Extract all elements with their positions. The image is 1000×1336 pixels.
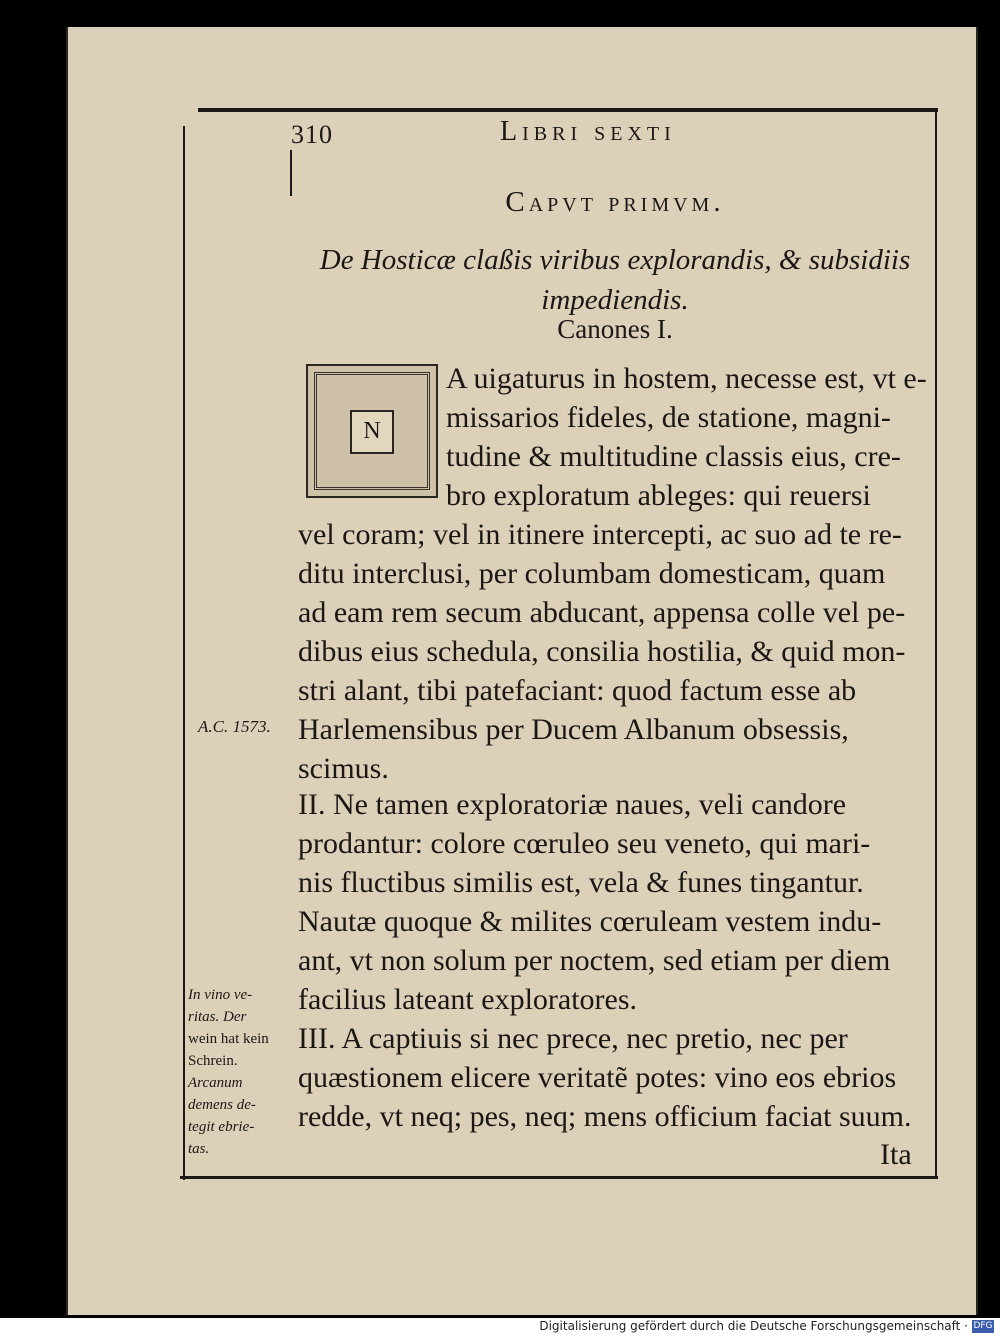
text-line: nis fluctibus similis est, vela & funes tingantur. [298, 866, 864, 899]
margin-line: demens de- [188, 1097, 256, 1113]
page-number: 310 [291, 120, 333, 149]
text-line: scimus. [298, 752, 389, 785]
margin-date: A.C. 1573. [198, 717, 271, 736]
bottom-rule [180, 1176, 938, 1179]
margin-line: Arcanum [188, 1075, 243, 1091]
left-inner-rule [290, 150, 292, 196]
catchword: Ita [880, 1138, 912, 1171]
text-line: bro exploratum ableges: qui reuersi [446, 479, 871, 512]
text-line: II. Ne tamen exploratoriæ naues, veli candore [298, 788, 847, 821]
dfg-logo: DFG [973, 1321, 993, 1331]
text-line: stri alant, tibi patefaciant: quod factum esse ab [298, 674, 857, 707]
footer-text: Digitalisierung gefördert durch die Deutsche Forschungsgemeinschaft · [539, 1319, 968, 1333]
margin-line: ritas. Der [188, 1009, 247, 1025]
text-line: ditu interclusi, per columbam domesticam, quam [298, 557, 886, 590]
text-line: Harlemensibus per Ducem Albanum obsessis, [298, 713, 849, 746]
text-line: dibus eius schedula, consilia hostilia, & quid mon- [298, 635, 906, 668]
top-rule [198, 108, 938, 112]
digitization-footer [0, 1318, 1000, 1336]
chapter-subtitle: De Hosticæ claßis viribus explorandis, & subsidiis impediendis. [319, 244, 911, 316]
text-line: redde, vt neq; pes, neq; mens officium faciat suum. [298, 1100, 912, 1133]
left-outer-rule [183, 126, 185, 1180]
text-line: quæstionem elicere veritatẽ potes: vino eos ebrios [298, 1061, 897, 1094]
margin-line: Schrein. [188, 1053, 238, 1069]
margin-line: tegit ebrie- [188, 1119, 255, 1135]
text-line: ad eam rem secum abducant, appensa colle vel pe- [298, 596, 906, 629]
text-line: prodantur: colore cœruleo seu veneto, qui mari- [298, 827, 871, 860]
text-line: ant, vt non solum per noctem, sed etiam per diem [298, 944, 891, 977]
text-line: facilius lateant exploratores. [298, 983, 638, 1016]
margin-line: tas. [188, 1141, 210, 1157]
canon-heading: Canones I. [557, 314, 673, 344]
running-head: Libri sexti [500, 116, 676, 147]
margin-line: In vino ve- [188, 987, 253, 1003]
initial-letter: N [350, 410, 394, 454]
text-line: III. A captiuis si nec prece, nec pretio, nec per [298, 1022, 848, 1055]
decorated-initial [306, 364, 438, 498]
text-line: A uigaturus in hostem, necesse est, vt e- [446, 362, 927, 395]
margin-line: wein hat kein [188, 1031, 269, 1047]
chapter-title: Capvt primvm. [505, 186, 725, 218]
text-line: missarios fideles, de statione, magni- [446, 401, 891, 434]
text-line: tudine & multitudine classis eius, cre- [446, 440, 901, 473]
text-line: Nautæ quoque & milites cœruleam vestem indu- [298, 905, 882, 938]
margin-proverb [188, 984, 269, 1160]
text-line: vel coram; vel in itinere intercepti, ac suo ad te re- [298, 518, 902, 551]
right-rule [935, 108, 937, 1178]
